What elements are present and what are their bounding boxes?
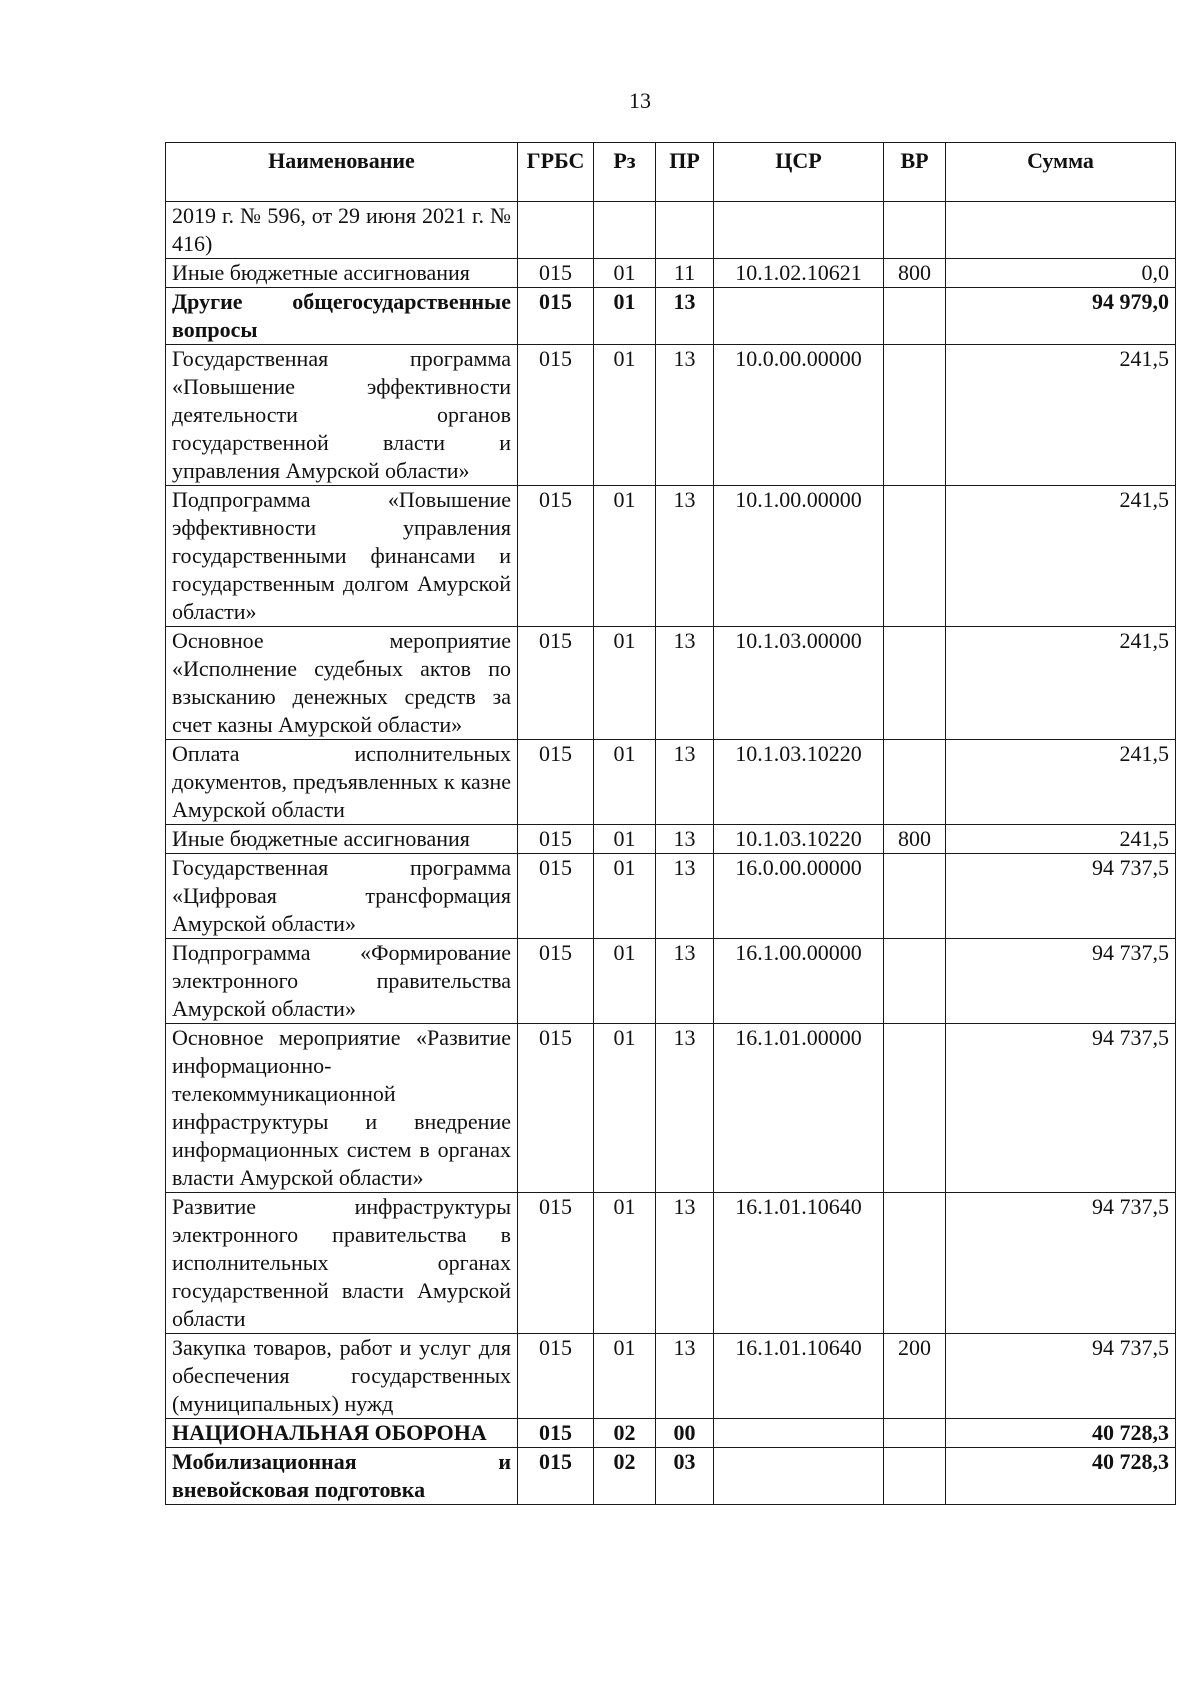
- table-row: [166, 486, 1176, 627]
- cell-pr: 13: [656, 627, 714, 740]
- cell-pr: 13: [656, 288, 714, 345]
- cell-rz: 01: [594, 288, 656, 345]
- cell-name: Подпрограмма «Формирование электронного правительства Амурской области»: [166, 939, 518, 1024]
- cell-csr: 10.1.02.10621: [714, 259, 884, 288]
- table-row: [166, 627, 1176, 740]
- cell-csr: 10.1.03.10220: [714, 740, 884, 825]
- cell-csr: [714, 1448, 884, 1505]
- cell-name: Основное мероприятие «Развитие информационно-телекоммуникационной инфраструктуры и внедрение информационных систем в органах власти Амурской области»: [166, 1024, 518, 1193]
- page-number: 13: [629, 88, 651, 113]
- header-csr: ЦСР: [714, 143, 884, 202]
- cell-sum: 241,5: [946, 825, 1176, 854]
- cell-grbs: 015: [518, 939, 594, 1024]
- cell-name: 2019 г. № 596, от 29 июня 2021 г. № 416): [166, 202, 518, 259]
- table-row: [166, 1448, 1176, 1505]
- cell-rz: 01: [594, 825, 656, 854]
- cell-pr: 13: [656, 486, 714, 627]
- cell-grbs: 015: [518, 740, 594, 825]
- cell-sum: 94 737,5: [946, 1334, 1176, 1419]
- cell-csr: 16.1.01.10640: [714, 1193, 884, 1334]
- cell-rz: 01: [594, 627, 656, 740]
- cell-rz: 02: [594, 1448, 656, 1505]
- cell-pr: 13: [656, 345, 714, 486]
- cell-grbs: 015: [518, 1193, 594, 1334]
- cell-grbs: 015: [518, 854, 594, 939]
- header-row: [166, 143, 1176, 202]
- header-rz: Рз: [594, 143, 656, 202]
- cell-sum: [946, 202, 1176, 259]
- cell-name: Иные бюджетные ассигнования: [166, 259, 518, 288]
- cell-csr: 16.1.00.00000: [714, 939, 884, 1024]
- header-sum: Сумма: [946, 143, 1176, 202]
- header-vr: ВР: [884, 143, 946, 202]
- cell-pr: 13: [656, 825, 714, 854]
- table-row: [166, 1193, 1176, 1334]
- cell-vr: [884, 854, 946, 939]
- table-row: [166, 1334, 1176, 1419]
- cell-csr: 10.1.03.10220: [714, 825, 884, 854]
- cell-pr: 00: [656, 1419, 714, 1448]
- header-name: Наименование: [166, 143, 518, 202]
- cell-rz: [594, 202, 656, 259]
- cell-vr: [884, 1193, 946, 1334]
- table-body: [166, 202, 1176, 1505]
- cell-sum: 94 737,5: [946, 1024, 1176, 1193]
- cell-vr: 200: [884, 1334, 946, 1419]
- cell-vr: [884, 202, 946, 259]
- cell-pr: 11: [656, 259, 714, 288]
- cell-grbs: 015: [518, 1448, 594, 1505]
- cell-name: Развитие инфраструктуры электронного правительства в исполнительных органах государственной власти Амурской области: [166, 1193, 518, 1334]
- cell-grbs: 015: [518, 1419, 594, 1448]
- cell-sum: 94 737,5: [946, 1193, 1176, 1334]
- cell-csr: 16.1.01.00000: [714, 1024, 884, 1193]
- cell-csr: 16.0.00.00000: [714, 854, 884, 939]
- cell-vr: [884, 1448, 946, 1505]
- cell-grbs: 015: [518, 1334, 594, 1419]
- table-row: [166, 202, 1176, 259]
- cell-name: Государственная программа «Повышение эффективности деятельности органов государственной власти и управления Амурской области»: [166, 345, 518, 486]
- cell-pr: 13: [656, 854, 714, 939]
- cell-grbs: 015: [518, 627, 594, 740]
- cell-name: Оплата исполнительных документов, предъявленных к казне Амурской области: [166, 740, 518, 825]
- cell-rz: 01: [594, 1193, 656, 1334]
- cell-rz: 01: [594, 854, 656, 939]
- cell-sum: 241,5: [946, 486, 1176, 627]
- cell-vr: [884, 1024, 946, 1193]
- cell-vr: [884, 627, 946, 740]
- header-grbs: ГРБС: [518, 143, 594, 202]
- cell-csr: 10.1.03.00000: [714, 627, 884, 740]
- cell-grbs: 015: [518, 345, 594, 486]
- table-row: [166, 288, 1176, 345]
- cell-name: Государственная программа «Цифровая трансформация Амурской области»: [166, 854, 518, 939]
- budget-table: [165, 142, 1176, 1505]
- cell-name: Другие общегосударственные вопросы: [166, 288, 518, 345]
- cell-pr: 03: [656, 1448, 714, 1505]
- cell-csr: [714, 1419, 884, 1448]
- cell-rz: 01: [594, 939, 656, 1024]
- cell-csr: 16.1.01.10640: [714, 1334, 884, 1419]
- cell-sum: 0,0: [946, 259, 1176, 288]
- cell-name: Мобилизационная и вневойсковая подготовка: [166, 1448, 518, 1505]
- cell-rz: 01: [594, 345, 656, 486]
- cell-grbs: 015: [518, 288, 594, 345]
- cell-pr: [656, 202, 714, 259]
- cell-rz: 01: [594, 740, 656, 825]
- table-row: [166, 345, 1176, 486]
- header-pr: ПР: [656, 143, 714, 202]
- cell-vr: [884, 939, 946, 1024]
- cell-rz: 01: [594, 486, 656, 627]
- cell-grbs: 015: [518, 486, 594, 627]
- cell-vr: [884, 1419, 946, 1448]
- cell-name: Закупка товаров, работ и услуг для обеспечения государственных (муниципальных) нужд: [166, 1334, 518, 1419]
- cell-sum: 40 728,3: [946, 1419, 1176, 1448]
- cell-grbs: 015: [518, 825, 594, 854]
- cell-rz: 02: [594, 1419, 656, 1448]
- table-row: [166, 1024, 1176, 1193]
- cell-sum: 241,5: [946, 627, 1176, 740]
- cell-sum: 94 979,0: [946, 288, 1176, 345]
- cell-vr: [884, 345, 946, 486]
- table-row: [166, 259, 1176, 288]
- cell-pr: 13: [656, 939, 714, 1024]
- cell-vr: [884, 740, 946, 825]
- cell-sum: 241,5: [946, 345, 1176, 486]
- cell-vr: [884, 486, 946, 627]
- cell-pr: 13: [656, 740, 714, 825]
- cell-rz: 01: [594, 1334, 656, 1419]
- cell-csr: [714, 288, 884, 345]
- cell-name: НАЦИОНАЛЬНАЯ ОБОРОНА: [166, 1419, 518, 1448]
- cell-grbs: 015: [518, 1024, 594, 1193]
- cell-csr: 10.0.00.00000: [714, 345, 884, 486]
- cell-pr: 13: [656, 1193, 714, 1334]
- cell-sum: 241,5: [946, 740, 1176, 825]
- table-row: [166, 854, 1176, 939]
- cell-name: Основное мероприятие «Исполнение судебных актов по взысканию денежных средств за счет казны Амурской области»: [166, 627, 518, 740]
- cell-grbs: 015: [518, 259, 594, 288]
- cell-vr: [884, 288, 946, 345]
- table-row: [166, 740, 1176, 825]
- cell-sum: 40 728,3: [946, 1448, 1176, 1505]
- cell-name: Подпрограмма «Повышение эффективности управления государственными финансами и государственным долгом Амурской области»: [166, 486, 518, 627]
- cell-vr: 800: [884, 825, 946, 854]
- cell-grbs: [518, 202, 594, 259]
- cell-vr: 800: [884, 259, 946, 288]
- cell-pr: 13: [656, 1334, 714, 1419]
- cell-sum: 94 737,5: [946, 854, 1176, 939]
- cell-rz: 01: [594, 259, 656, 288]
- cell-csr: [714, 202, 884, 259]
- cell-name: Иные бюджетные ассигнования: [166, 825, 518, 854]
- table-row: [166, 1419, 1176, 1448]
- cell-rz: 01: [594, 1024, 656, 1193]
- table-header: [166, 143, 1176, 202]
- table-row: [166, 939, 1176, 1024]
- cell-pr: 13: [656, 1024, 714, 1193]
- cell-csr: 10.1.00.00000: [714, 486, 884, 627]
- table-row: [166, 825, 1176, 854]
- cell-sum: 94 737,5: [946, 939, 1176, 1024]
